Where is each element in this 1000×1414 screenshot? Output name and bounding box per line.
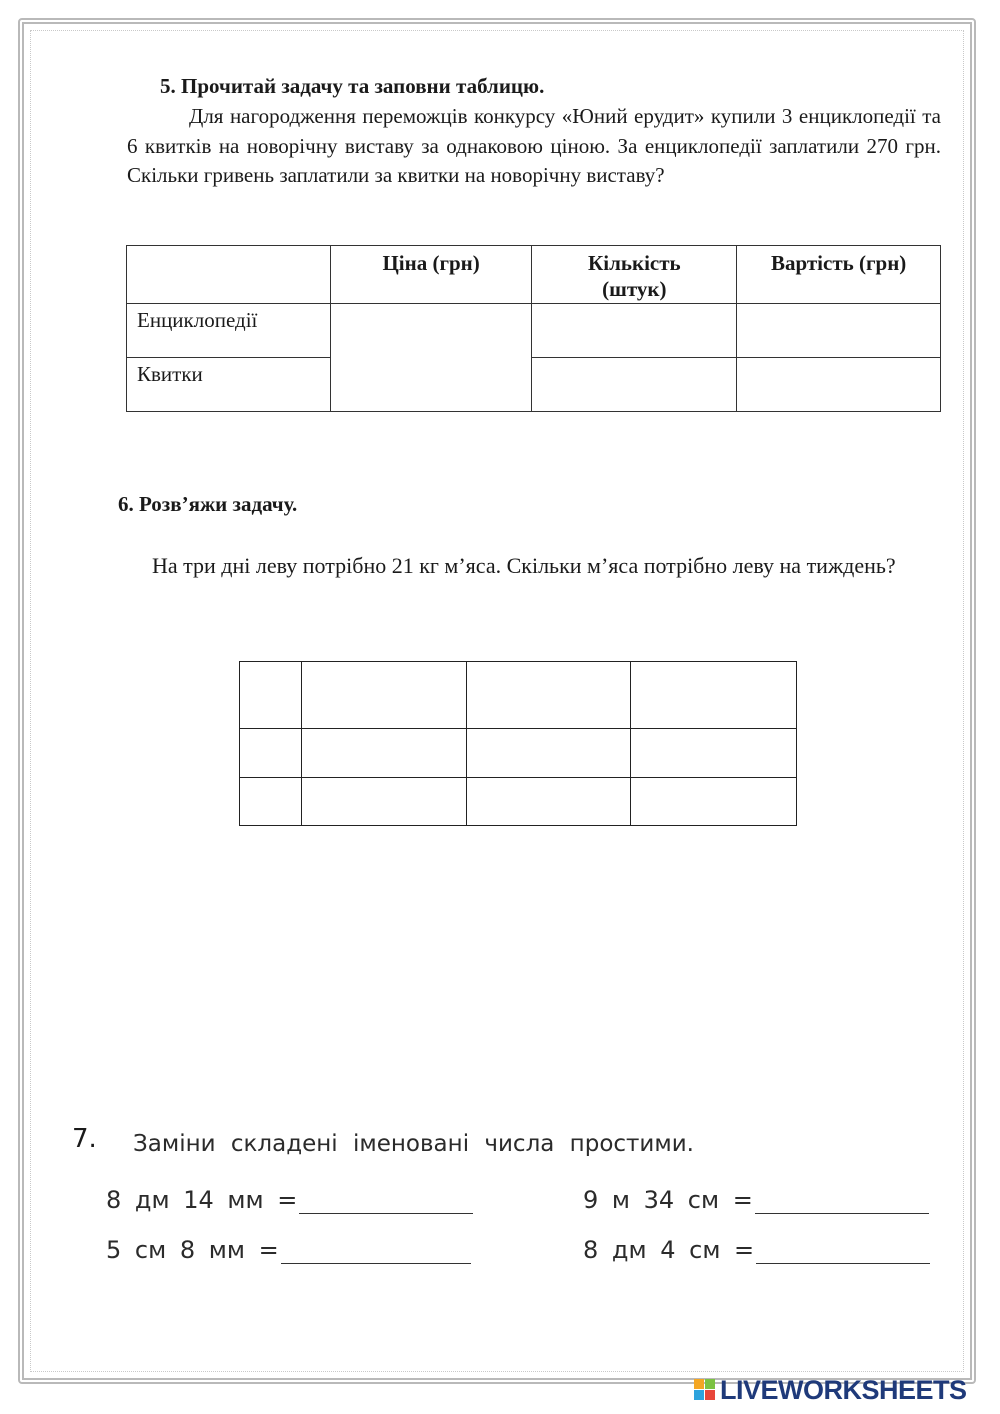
header-quantity xyxy=(532,246,737,304)
task7-number: 7. xyxy=(72,1124,97,1154)
quantity-input-encyclopedias[interactable] xyxy=(532,304,737,358)
conversion-item xyxy=(106,1186,473,1214)
answer-cell[interactable] xyxy=(301,662,466,729)
answer-cell[interactable] xyxy=(240,662,302,729)
task5-table xyxy=(126,245,941,412)
answer-cell[interactable] xyxy=(631,778,797,826)
liveworksheets-logo[interactable] xyxy=(694,1374,967,1406)
answer-cell[interactable] xyxy=(631,662,797,729)
header-price: Ціна (грн) xyxy=(330,246,532,304)
answer-cell[interactable] xyxy=(466,729,631,778)
answer-blank[interactable] xyxy=(299,1187,473,1214)
conversion-item xyxy=(583,1236,930,1264)
task6-text: На три дні леву потрібно 21 кг м’яса. Скільки м’яса потрібно леву на тиждень? xyxy=(152,553,896,578)
conversion-label: 8 дм 14 мм = xyxy=(106,1186,298,1214)
conversion-item xyxy=(106,1236,471,1264)
answer-cell[interactable] xyxy=(240,778,302,826)
task5-title: 5. Прочитай задачу та заповни таблицю. xyxy=(160,74,545,98)
answer-cell[interactable] xyxy=(466,662,631,729)
header-empty xyxy=(127,246,331,304)
answer-blank[interactable] xyxy=(756,1237,930,1264)
row-label-encyclopedias: Енциклопедії xyxy=(127,304,331,358)
conversion-label: 5 см 8 мм = xyxy=(106,1236,279,1264)
answer-cell[interactable] xyxy=(631,729,797,778)
cost-input-encyclopedias[interactable] xyxy=(737,304,941,358)
table-row xyxy=(240,662,797,729)
conversion-item xyxy=(583,1186,929,1214)
conversion-label: 8 дм 4 см = xyxy=(583,1236,755,1264)
header-cost: Вартість (грн) xyxy=(737,246,941,304)
cost-input-tickets[interactable] xyxy=(737,358,941,412)
task6-title: 6. Розв’яжи задачу. xyxy=(118,492,298,516)
header-quantity-label: Кількість (штук) xyxy=(588,251,681,301)
answer-cell[interactable] xyxy=(240,729,302,778)
task7-title: Заміни складені іменовані числа простими. xyxy=(133,1131,694,1157)
answer-cell[interactable] xyxy=(301,778,466,826)
table-row xyxy=(240,778,797,826)
answer-cell[interactable] xyxy=(301,729,466,778)
quantity-input-tickets[interactable] xyxy=(532,358,737,412)
answer-cell[interactable] xyxy=(466,778,631,826)
row-label-tickets: Квитки xyxy=(127,358,331,412)
conversion-label: 9 м 34 см = xyxy=(583,1186,753,1214)
answer-blank[interactable] xyxy=(755,1187,929,1214)
price-input-cell[interactable] xyxy=(330,304,532,412)
table-row xyxy=(127,358,941,412)
table-row xyxy=(240,729,797,778)
task5-text: Для нагородження переможців конкурсу «Юний ерудит» купили 3 енциклопедії та 6 квитків на новорічну виставу за однаковою ціною. За енциклопедії заплатили 270 грн. Скільки гривень заплатили за квитки на новорічну виставу? xyxy=(127,104,941,187)
liveworksheets-icon xyxy=(694,1379,716,1401)
liveworksheets-wordmark: LIVEWORKSHEETS xyxy=(720,1374,967,1405)
table-row xyxy=(127,304,941,358)
task6-table xyxy=(239,661,797,826)
answer-blank[interactable] xyxy=(281,1237,471,1264)
table-header-row xyxy=(127,246,941,304)
